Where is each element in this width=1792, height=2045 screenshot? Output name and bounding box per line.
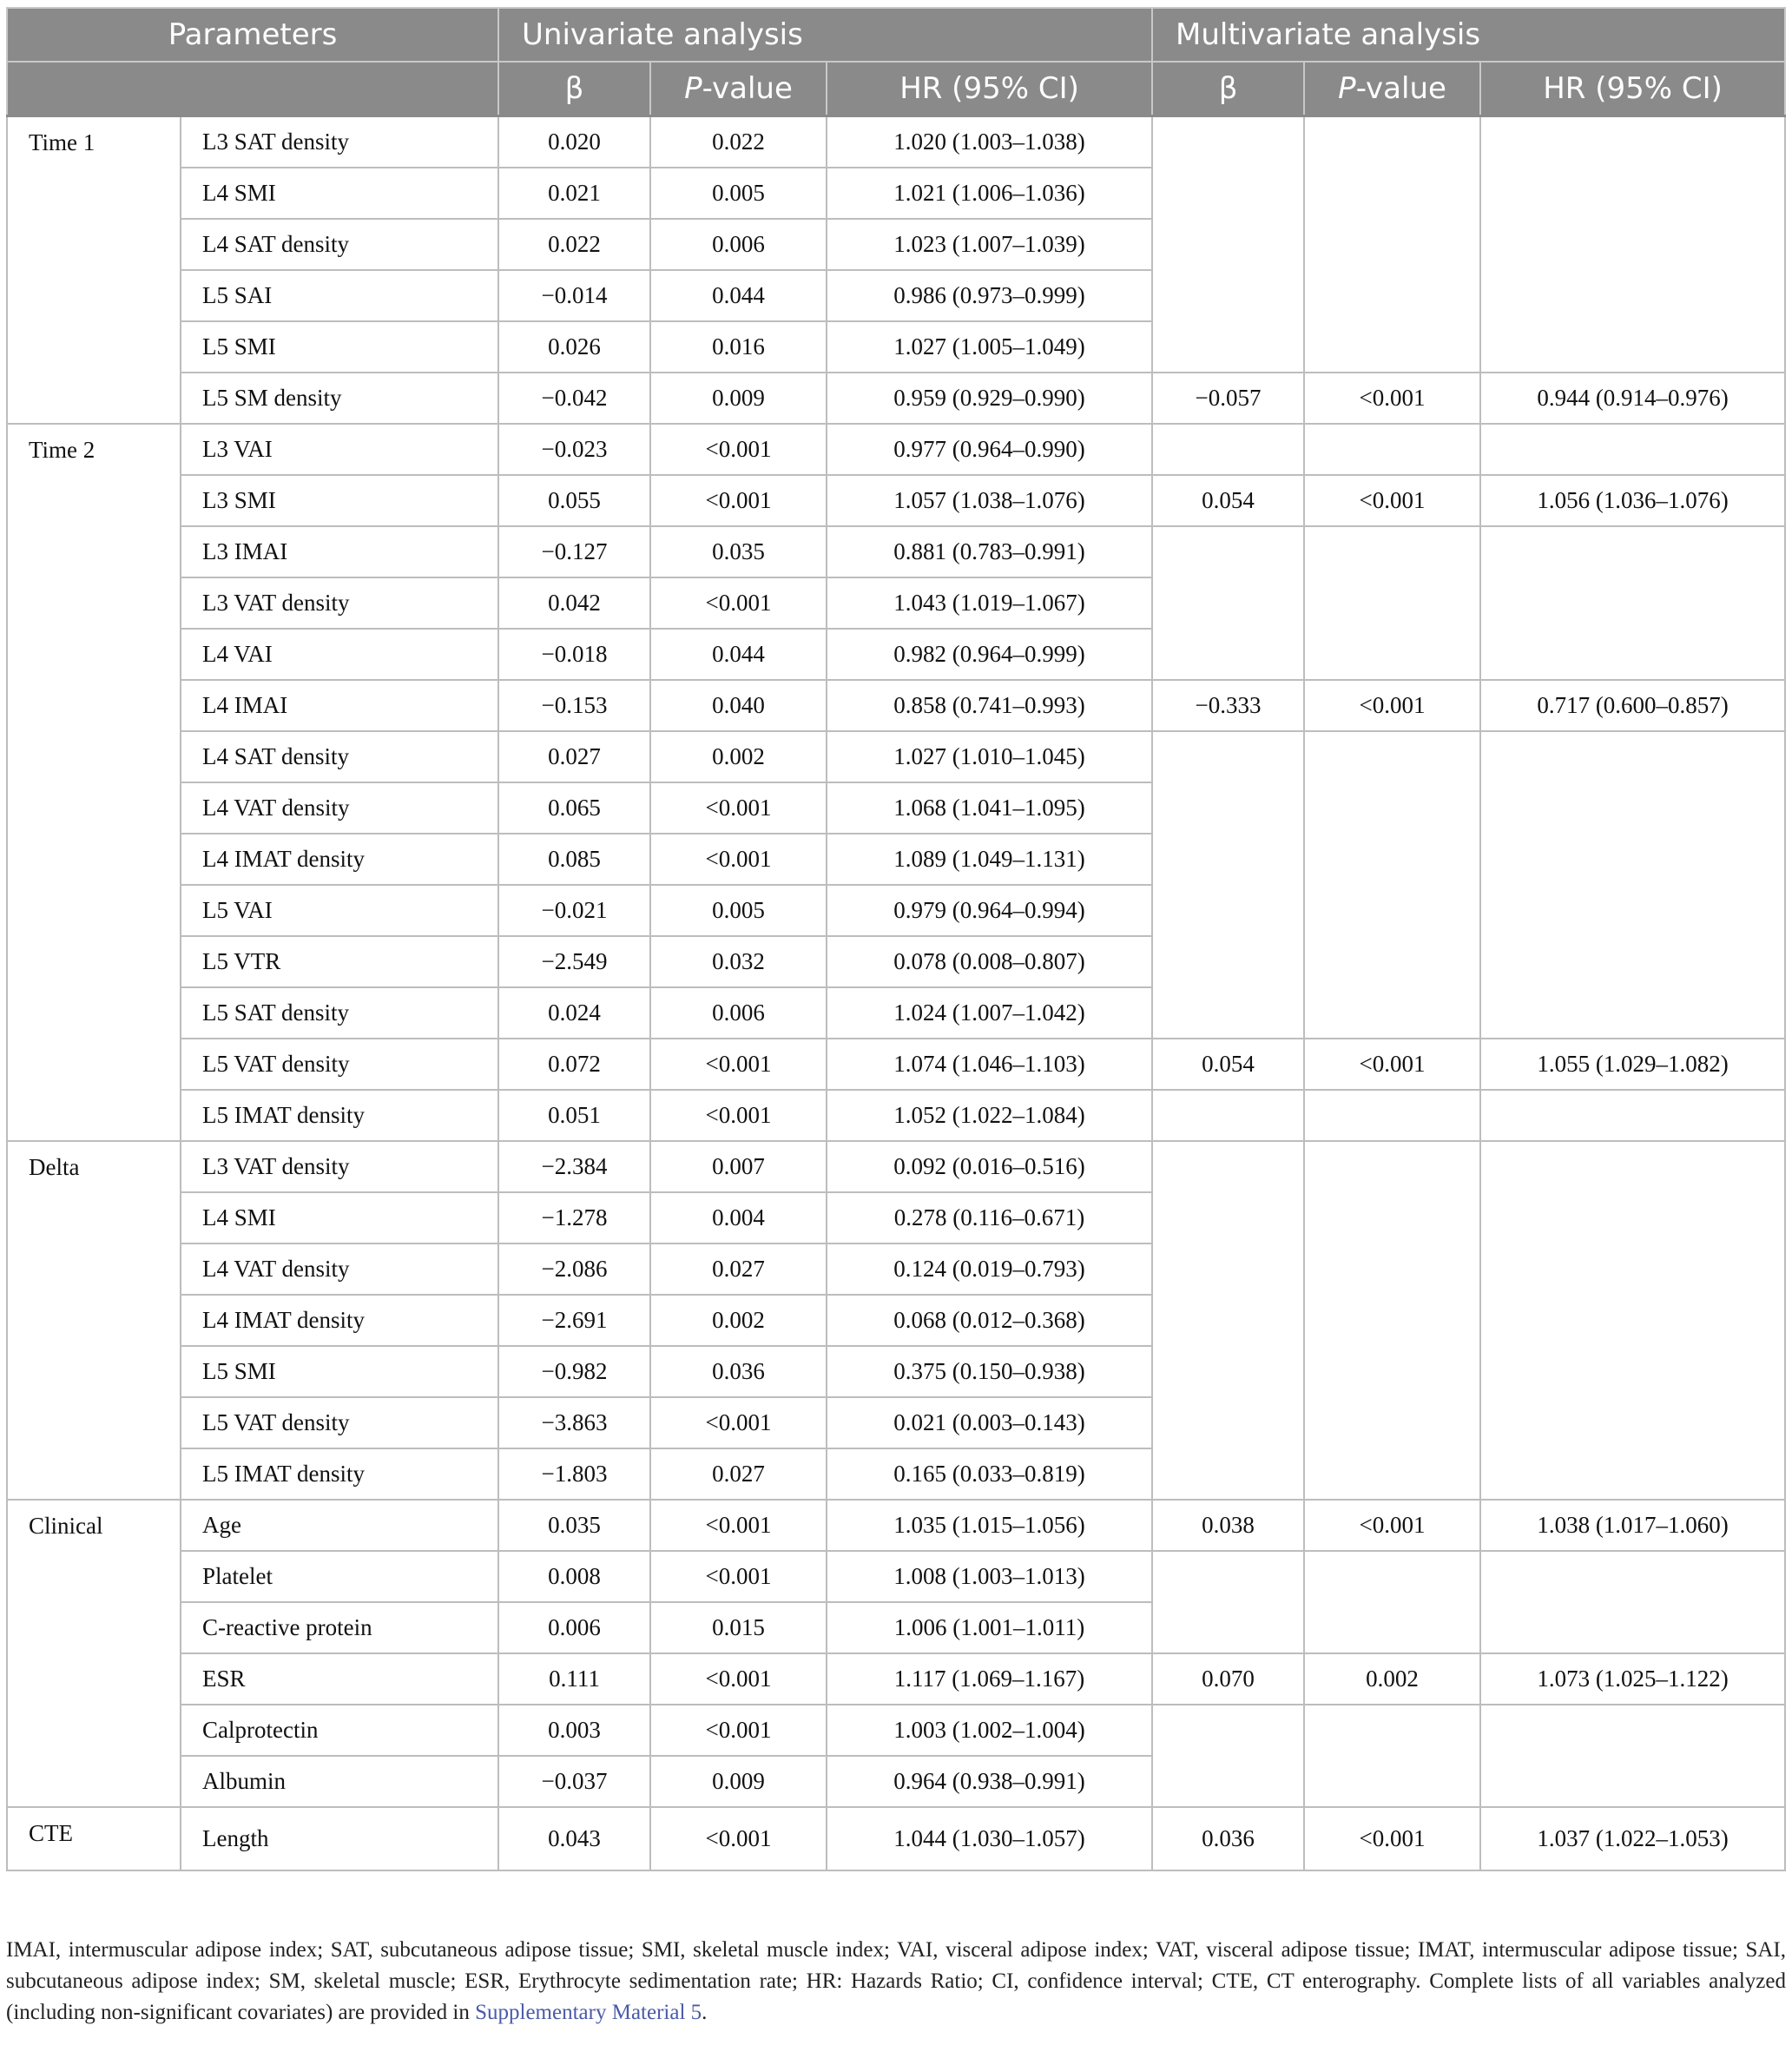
supplementary-link[interactable]: Supplementary Material 5 (475, 2001, 702, 2024)
parameter-name: L3 SMI (181, 475, 498, 526)
cell-u-beta: 0.024 (498, 987, 650, 1039)
cell-m-hr-empty (1480, 424, 1785, 475)
cell-u-p: 0.002 (650, 731, 827, 782)
cell-m-beta: 0.054 (1152, 475, 1304, 526)
cell-m-hr: 1.038 (1.017–1.060) (1480, 1500, 1785, 1551)
cell-u-beta: −0.023 (498, 424, 650, 475)
header-row-2 (7, 62, 1785, 116)
parameter-name: Calprotectin (181, 1705, 498, 1756)
cell-m-hr: 0.717 (0.600–0.857) (1480, 680, 1785, 731)
cell-u-hr: 0.375 (0.150–0.938) (827, 1346, 1152, 1397)
cell-m-p-empty (1304, 1090, 1480, 1141)
parameter-name: L3 VAT density (181, 1141, 498, 1192)
group-label: Delta (7, 1141, 181, 1500)
cell-u-hr: 1.021 (1.006–1.036) (827, 168, 1152, 219)
cell-u-hr: 1.008 (1.003–1.013) (827, 1551, 1152, 1602)
parameter-name: Platelet (181, 1551, 498, 1602)
cell-u-beta: −2.549 (498, 936, 650, 987)
cell-u-p: 0.044 (650, 270, 827, 321)
cell-u-hr: 0.979 (0.964–0.994) (827, 885, 1152, 936)
table-row (7, 116, 1785, 168)
cell-u-hr: 1.057 (1.038–1.076) (827, 475, 1152, 526)
cell-u-p: <0.001 (650, 577, 827, 629)
cell-u-p: 0.036 (650, 1346, 827, 1397)
cell-u-beta: 0.020 (498, 116, 650, 168)
header-m-hr: HR (95% CI) (1480, 62, 1785, 116)
cell-m-hr-empty (1480, 731, 1785, 1039)
cell-u-hr: 1.043 (1.019–1.067) (827, 577, 1152, 629)
parameter-name: L4 VAI (181, 629, 498, 680)
parameter-name: L5 SM density (181, 373, 498, 424)
table-row (7, 1039, 1785, 1090)
parameter-name: L5 SMI (181, 321, 498, 373)
cell-m-p-empty (1304, 424, 1480, 475)
cell-u-p: <0.001 (650, 1705, 827, 1756)
cell-m-p-empty (1304, 1551, 1480, 1653)
cell-m-p: <0.001 (1304, 1500, 1480, 1551)
cell-u-beta: 0.065 (498, 782, 650, 834)
table-row (7, 731, 1785, 782)
cell-u-hr: 1.020 (1.003–1.038) (827, 116, 1152, 168)
cell-u-beta: 0.111 (498, 1653, 650, 1705)
cell-m-beta-empty (1152, 1551, 1304, 1653)
group-label: Clinical (7, 1500, 181, 1807)
cell-u-hr: 0.858 (0.741–0.993) (827, 680, 1152, 731)
table-row (7, 680, 1785, 731)
table-row (7, 475, 1785, 526)
cell-u-p: 0.044 (650, 629, 827, 680)
table-row (7, 526, 1785, 577)
cell-u-p: <0.001 (650, 424, 827, 475)
cell-m-hr-empty (1480, 1551, 1785, 1653)
cell-u-beta: −1.803 (498, 1448, 650, 1500)
table-row (7, 1090, 1785, 1141)
table-row (7, 1807, 1785, 1870)
cell-u-p: 0.032 (650, 936, 827, 987)
cell-m-hr: 1.055 (1.029–1.082) (1480, 1039, 1785, 1090)
cell-m-beta: 0.054 (1152, 1039, 1304, 1090)
parameter-name: L4 VAT density (181, 782, 498, 834)
parameter-name: L3 VAI (181, 424, 498, 475)
cell-m-beta-empty (1152, 731, 1304, 1039)
cell-u-beta: 0.022 (498, 219, 650, 270)
cell-u-p: 0.027 (650, 1243, 827, 1295)
cell-u-hr: 1.044 (1.030–1.057) (827, 1807, 1152, 1870)
parameter-name: L3 SAT density (181, 116, 498, 168)
cell-u-hr: 1.089 (1.049–1.131) (827, 834, 1152, 885)
header-univariate: Univariate analysis (498, 8, 1152, 62)
cell-m-hr: 1.037 (1.022–1.053) (1480, 1807, 1785, 1870)
cell-u-p: <0.001 (650, 782, 827, 834)
table-row (7, 1500, 1785, 1551)
cell-u-beta: 0.035 (498, 1500, 650, 1551)
cell-u-beta: −3.863 (498, 1397, 650, 1448)
parameter-name: L4 IMAT density (181, 1295, 498, 1346)
cell-m-p-empty (1304, 116, 1480, 373)
cell-m-p: <0.001 (1304, 1039, 1480, 1090)
parameter-name: L5 SAT density (181, 987, 498, 1039)
header-u-beta: β (498, 62, 650, 116)
cell-m-p-empty (1304, 1141, 1480, 1500)
cell-u-p: <0.001 (650, 1039, 827, 1090)
cell-m-p: <0.001 (1304, 1807, 1480, 1870)
cell-u-p: <0.001 (650, 1500, 827, 1551)
cell-u-p: 0.004 (650, 1192, 827, 1243)
cell-u-hr: 1.003 (1.002–1.004) (827, 1705, 1152, 1756)
header-blank (7, 62, 498, 116)
parameter-name: L5 SMI (181, 1346, 498, 1397)
header-multivariate: Multivariate analysis (1152, 8, 1785, 62)
cell-m-beta-empty (1152, 424, 1304, 475)
cell-u-beta: −0.982 (498, 1346, 650, 1397)
header-m-pvalue (1304, 62, 1480, 116)
cell-m-beta: 0.038 (1152, 1500, 1304, 1551)
cell-m-p-empty (1304, 1705, 1480, 1807)
cell-u-beta: 0.085 (498, 834, 650, 885)
parameter-name: L4 IMAI (181, 680, 498, 731)
cell-u-hr: 0.982 (0.964–0.999) (827, 629, 1152, 680)
cell-u-hr: 0.068 (0.012–0.368) (827, 1295, 1152, 1346)
table-row (7, 1705, 1785, 1756)
cell-u-p: 0.022 (650, 116, 827, 168)
cell-u-beta: −0.018 (498, 629, 650, 680)
cell-u-p: 0.009 (650, 1756, 827, 1807)
cell-m-beta-empty (1152, 1705, 1304, 1807)
cell-u-p: <0.001 (650, 475, 827, 526)
header-u-hr: HR (95% CI) (827, 62, 1152, 116)
parameter-name: L4 VAT density (181, 1243, 498, 1295)
cell-u-p: 0.006 (650, 219, 827, 270)
cell-u-beta: 0.043 (498, 1807, 650, 1870)
cell-u-hr: 0.986 (0.973–0.999) (827, 270, 1152, 321)
parameter-name: L4 SAT density (181, 219, 498, 270)
cell-m-beta: −0.333 (1152, 680, 1304, 731)
cell-u-beta: −0.037 (498, 1756, 650, 1807)
group-label: Time 1 (7, 116, 181, 425)
footnote-text: IMAI, intermuscular adipose index; SAT, subcutaneous adipose tissue; SMI, skeletal muscle index; VAI, visceral adipose index; VAT, visceral adipose tissue; IMAT, intermuscular adipose tissue; SAI, subcutaneous adipose index; SM, skeletal muscle; ESR, Erythrocyte sedimentation rate; HR: Hazards Ratio; CI, confidence interval; CTE, CT enterography. Complete lists of all variables analyzed (including non-significant covariates) are provided in (6, 1938, 1786, 2024)
parameter-name: L5 VAT density (181, 1397, 498, 1448)
cell-u-hr: 0.124 (0.019–0.793) (827, 1243, 1152, 1295)
cell-u-beta: 0.027 (498, 731, 650, 782)
cell-u-hr: 0.021 (0.003–0.143) (827, 1397, 1152, 1448)
cell-m-p: <0.001 (1304, 373, 1480, 424)
parameter-name: L4 IMAT density (181, 834, 498, 885)
cell-u-p: <0.001 (650, 1397, 827, 1448)
cell-u-hr: 1.024 (1.007–1.042) (827, 987, 1152, 1039)
parameter-name: L3 IMAI (181, 526, 498, 577)
header-u-pvalue (650, 62, 827, 116)
cell-m-p-empty (1304, 526, 1480, 680)
cell-u-beta: −2.384 (498, 1141, 650, 1192)
parameter-name: Albumin (181, 1756, 498, 1807)
parameter-name: L5 IMAT density (181, 1090, 498, 1141)
cell-u-p: <0.001 (650, 1653, 827, 1705)
cell-u-beta: −2.691 (498, 1295, 650, 1346)
cox-regression-table (6, 7, 1786, 1871)
cell-u-beta: −0.014 (498, 270, 650, 321)
cell-u-p: 0.007 (650, 1141, 827, 1192)
cell-u-hr: 0.959 (0.929–0.990) (827, 373, 1152, 424)
cell-u-hr: 0.092 (0.016–0.516) (827, 1141, 1152, 1192)
cell-u-beta: −0.021 (498, 885, 650, 936)
cell-u-p: 0.035 (650, 526, 827, 577)
cell-u-p: 0.006 (650, 987, 827, 1039)
cell-m-hr: 1.073 (1.025–1.122) (1480, 1653, 1785, 1705)
cell-u-p: 0.015 (650, 1602, 827, 1653)
cell-u-hr: 1.027 (1.010–1.045) (827, 731, 1152, 782)
cell-u-hr: 0.078 (0.008–0.807) (827, 936, 1152, 987)
cell-m-hr-empty (1480, 1705, 1785, 1807)
footnote-end: . (702, 2001, 708, 2024)
cell-u-hr: 1.006 (1.001–1.011) (827, 1602, 1152, 1653)
cell-u-p: <0.001 (650, 834, 827, 885)
cell-u-beta: 0.006 (498, 1602, 650, 1653)
cell-u-p: <0.001 (650, 1807, 827, 1870)
cell-m-hr-empty (1480, 1090, 1785, 1141)
parameter-name: L3 VAT density (181, 577, 498, 629)
parameter-name: Length (181, 1807, 498, 1870)
cell-m-hr-empty (1480, 526, 1785, 680)
parameter-name: L5 SAI (181, 270, 498, 321)
cell-u-hr: 1.074 (1.046–1.103) (827, 1039, 1152, 1090)
cell-u-p: 0.009 (650, 373, 827, 424)
header-u-p-italic: P (684, 71, 702, 106)
group-label: Time 2 (7, 424, 181, 1141)
cell-u-p: 0.005 (650, 168, 827, 219)
parameter-name: L5 VAT density (181, 1039, 498, 1090)
cell-u-hr: 1.068 (1.041–1.095) (827, 782, 1152, 834)
cell-u-beta: −0.042 (498, 373, 650, 424)
header-parameters: Parameters (7, 8, 498, 62)
cell-u-p: 0.016 (650, 321, 827, 373)
table-row (7, 1141, 1785, 1192)
cell-u-beta: 0.042 (498, 577, 650, 629)
cell-u-hr: 1.035 (1.015–1.056) (827, 1500, 1152, 1551)
cell-u-beta: −0.153 (498, 680, 650, 731)
parameter-name: ESR (181, 1653, 498, 1705)
cell-u-beta: 0.003 (498, 1705, 650, 1756)
cell-u-beta: −2.086 (498, 1243, 650, 1295)
cell-u-p: 0.040 (650, 680, 827, 731)
cell-m-beta: 0.036 (1152, 1807, 1304, 1870)
table-row (7, 1653, 1785, 1705)
table-row (7, 1551, 1785, 1602)
cell-u-beta: 0.072 (498, 1039, 650, 1090)
header-row-1 (7, 8, 1785, 62)
cell-u-beta: 0.008 (498, 1551, 650, 1602)
cell-u-hr: 1.117 (1.069–1.167) (827, 1653, 1152, 1705)
parameter-name: L4 SAT density (181, 731, 498, 782)
cell-u-beta: 0.021 (498, 168, 650, 219)
cell-u-beta: 0.055 (498, 475, 650, 526)
parameter-name: L4 SMI (181, 1192, 498, 1243)
cell-m-p: <0.001 (1304, 475, 1480, 526)
cell-u-beta: 0.051 (498, 1090, 650, 1141)
cell-m-p: <0.001 (1304, 680, 1480, 731)
cell-u-hr: 0.165 (0.033–0.819) (827, 1448, 1152, 1500)
table-row (7, 424, 1785, 475)
table-row (7, 373, 1785, 424)
parameter-name: C-reactive protein (181, 1602, 498, 1653)
cell-m-beta-empty (1152, 526, 1304, 680)
parameter-name: L4 SMI (181, 168, 498, 219)
cell-u-hr: 0.881 (0.783–0.991) (827, 526, 1152, 577)
cell-m-hr: 1.056 (1.036–1.076) (1480, 475, 1785, 526)
header-m-p-italic: P (1338, 71, 1356, 106)
cell-m-hr: 0.944 (0.914–0.976) (1480, 373, 1785, 424)
cell-m-beta: −0.057 (1152, 373, 1304, 424)
parameter-name: L5 IMAT density (181, 1448, 498, 1500)
cell-u-p: <0.001 (650, 1090, 827, 1141)
cell-m-beta: 0.070 (1152, 1653, 1304, 1705)
cell-u-p: 0.027 (650, 1448, 827, 1500)
table-footnote (6, 1935, 1786, 2029)
cell-u-hr: 0.278 (0.116–0.671) (827, 1192, 1152, 1243)
cell-u-p: 0.002 (650, 1295, 827, 1346)
cell-m-beta-empty (1152, 116, 1304, 373)
cell-u-beta: 0.026 (498, 321, 650, 373)
group-label: CTE (7, 1807, 181, 1870)
parameter-name: L5 VTR (181, 936, 498, 987)
cell-u-p: 0.005 (650, 885, 827, 936)
cell-u-beta: −1.278 (498, 1192, 650, 1243)
cell-u-hr: 1.052 (1.022–1.084) (827, 1090, 1152, 1141)
table-body (7, 116, 1785, 1871)
cell-u-hr: 1.027 (1.005–1.049) (827, 321, 1152, 373)
cell-m-p-empty (1304, 731, 1480, 1039)
cell-u-hr: 1.023 (1.007–1.039) (827, 219, 1152, 270)
parameter-name: L5 VAI (181, 885, 498, 936)
header-m-beta: β (1152, 62, 1304, 116)
results-table-container (6, 7, 1784, 1871)
cell-u-beta: −0.127 (498, 526, 650, 577)
cell-u-hr: 0.964 (0.938–0.991) (827, 1756, 1152, 1807)
cell-m-hr-empty (1480, 1141, 1785, 1500)
cell-m-hr-empty (1480, 116, 1785, 373)
cell-u-p: <0.001 (650, 1551, 827, 1602)
cell-u-hr: 0.977 (0.964–0.990) (827, 424, 1152, 475)
header-u-p-rest: -value (702, 71, 793, 106)
parameter-name: Age (181, 1500, 498, 1551)
header-m-p-rest: -value (1355, 71, 1446, 106)
cell-m-p: 0.002 (1304, 1653, 1480, 1705)
cell-m-beta-empty (1152, 1141, 1304, 1500)
cell-m-beta-empty (1152, 1090, 1304, 1141)
